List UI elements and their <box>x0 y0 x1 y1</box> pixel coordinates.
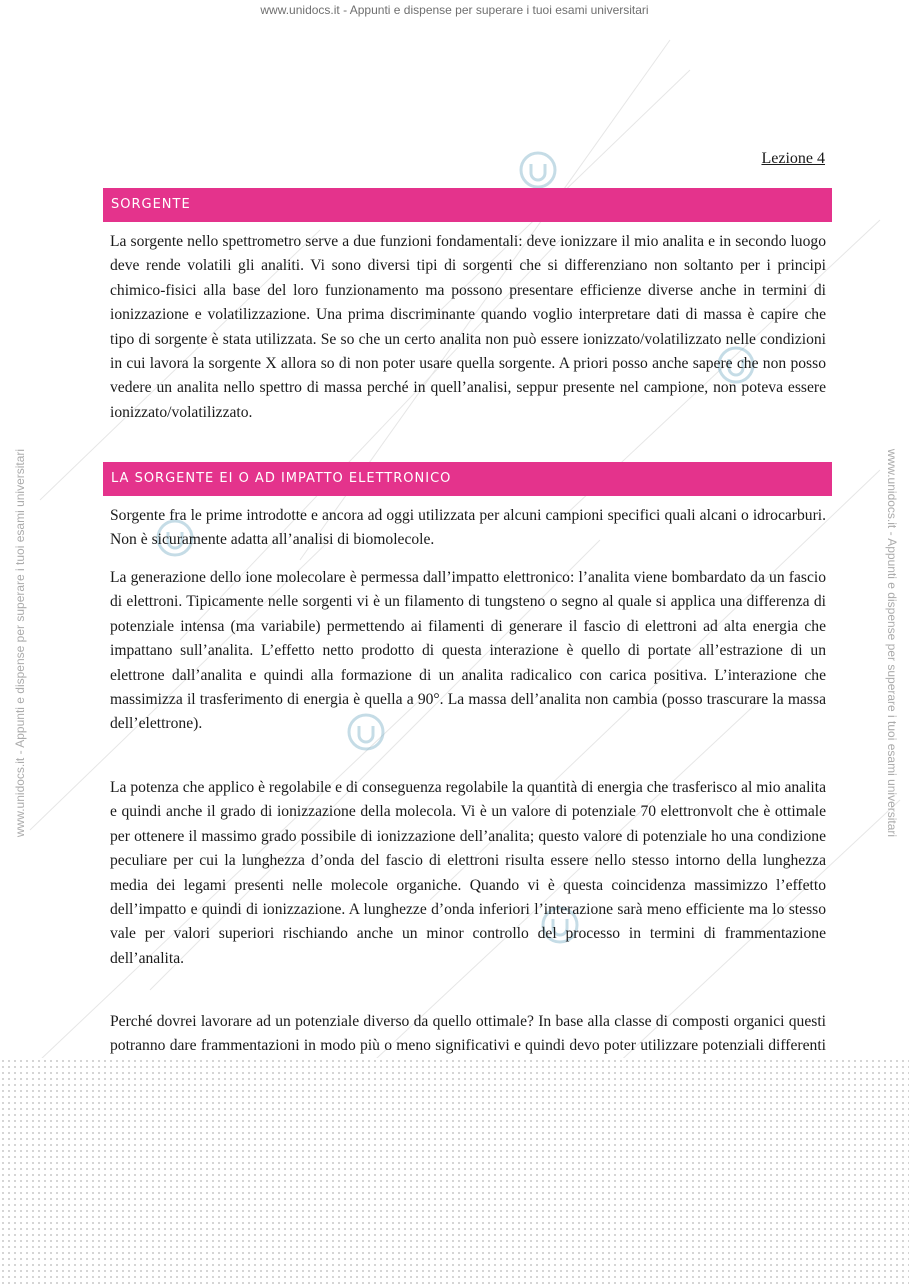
paragraph: La generazione dello ione molecolare è permessa dall’impatto elettronico: l’analita viene bombardato da un fascio di elettroni. Tipicamente nelle sorgenti vi è un filamento di tungsteno o segno al quale si applica una differenza di potenziale intensa (ma variabile) permettendo ai filamenti di generare il fascio di elettroni ad alta energia che impattano sull’analita. L’effetto netto prodotto di questa interazione è quello di portate all’estrazione di un elettrone dall’analita e quindi alla formazione di un analita radicalico con carica positiva. L’interazione che massimizza il trasferimento di energia è quella a 90°. La massa dell’analita non cambia (posso trascurare la massa dell’elettrone). <box>110 569 826 733</box>
watermark-top-banner: www.unidocs.it - Appunti e dispense per superare i tuoi esami universitari <box>260 3 649 17</box>
watermark-right-side: www.unidocs.it - Appunti e dispense per superare i tuoi esami universitari <box>885 448 899 838</box>
dotted-preview-mask <box>0 1058 909 1286</box>
paragraph: La potenza che applico è regolabile e di conseguenza regolabile la quantità di energia che trasferisco al mio analita e quindi anche il grado di ionizzazione della molecola. Vi è un valore di potenziale 70 elettronvolt che è ottimale per ottenere il massimo grado possibile di ionizzazione dell’analita; questo valore di potenziale ho una condizione peculiare per cui la lunghezza d’onda del fascio di elettroni risulta essere nello stesso intorno della lunghezza media dei legami presenti nelle molecole organiche. Quando vi è questa coincidenza massimizzo l’effetto dell’impatto e quindi di ionizzazione. A lunghezze d’onda inferiori l’interazione sarà meno efficiente ma lo stesso vale per valori superiori rischiando anche un minor controllo del processo in termini di frammentazione dell’analita. <box>110 779 826 967</box>
watermark-left-side: www.unidocs.it - Appunti e dispense per superare i tuoi esami universitari <box>13 448 27 838</box>
paragraph: Perché dovrei lavorare ad un potenziale diverso da quello ottimale? In base alla classe di composti organici questi potranno dare frammentazioni in modo più o meno significativi e quindi devo poter utilizzare potenziali differenti <box>110 1013 826 1055</box>
unidocs-logo-icon <box>518 150 558 190</box>
section-heading-sorgente: SORGENTE <box>103 188 832 222</box>
lesson-label: Lezione 4 <box>761 150 825 167</box>
paragraph: La sorgente nello spettrometro serve a due funzioni fondamentali: deve ionizzare il mio analita e in secondo luogo deve rende volatili gli analiti. Vi sono diversi tipi di sorgenti che si differenziano non soltanto per i principi chimico-fisici alla base del loro funzionamento ma possono presentare efficienze diverse anche in termini di ionizzazione e volatilizzazione. Una prima discriminante quando voglio interpretare dati di massa è capire che tipo di sorgente è stata utilizzata. Se so che un certo analita non può essere ionizzato/volatilizzato nelle condizioni in cui lavora la sorgente X allora so di non poter usare quella sorgente. A priori posso anche sapere che non posso vedere un analita nello spettro di massa perché in quell’analisi, seppur presente nel campione, non poteva essere ionizzato/volatilizzato. <box>110 233 826 421</box>
paragraph: Sorgente fra le prime introdotte e ancora ad oggi utilizzata per alcuni campioni specifici quali alcani o idrocarburi. Non è sicuramente adatta all’analisi di biomolecole. <box>110 507 826 549</box>
section-heading-sorgente-ei: LA SORGENTE EI O AD IMPATTO ELETTRONICO <box>103 462 832 496</box>
